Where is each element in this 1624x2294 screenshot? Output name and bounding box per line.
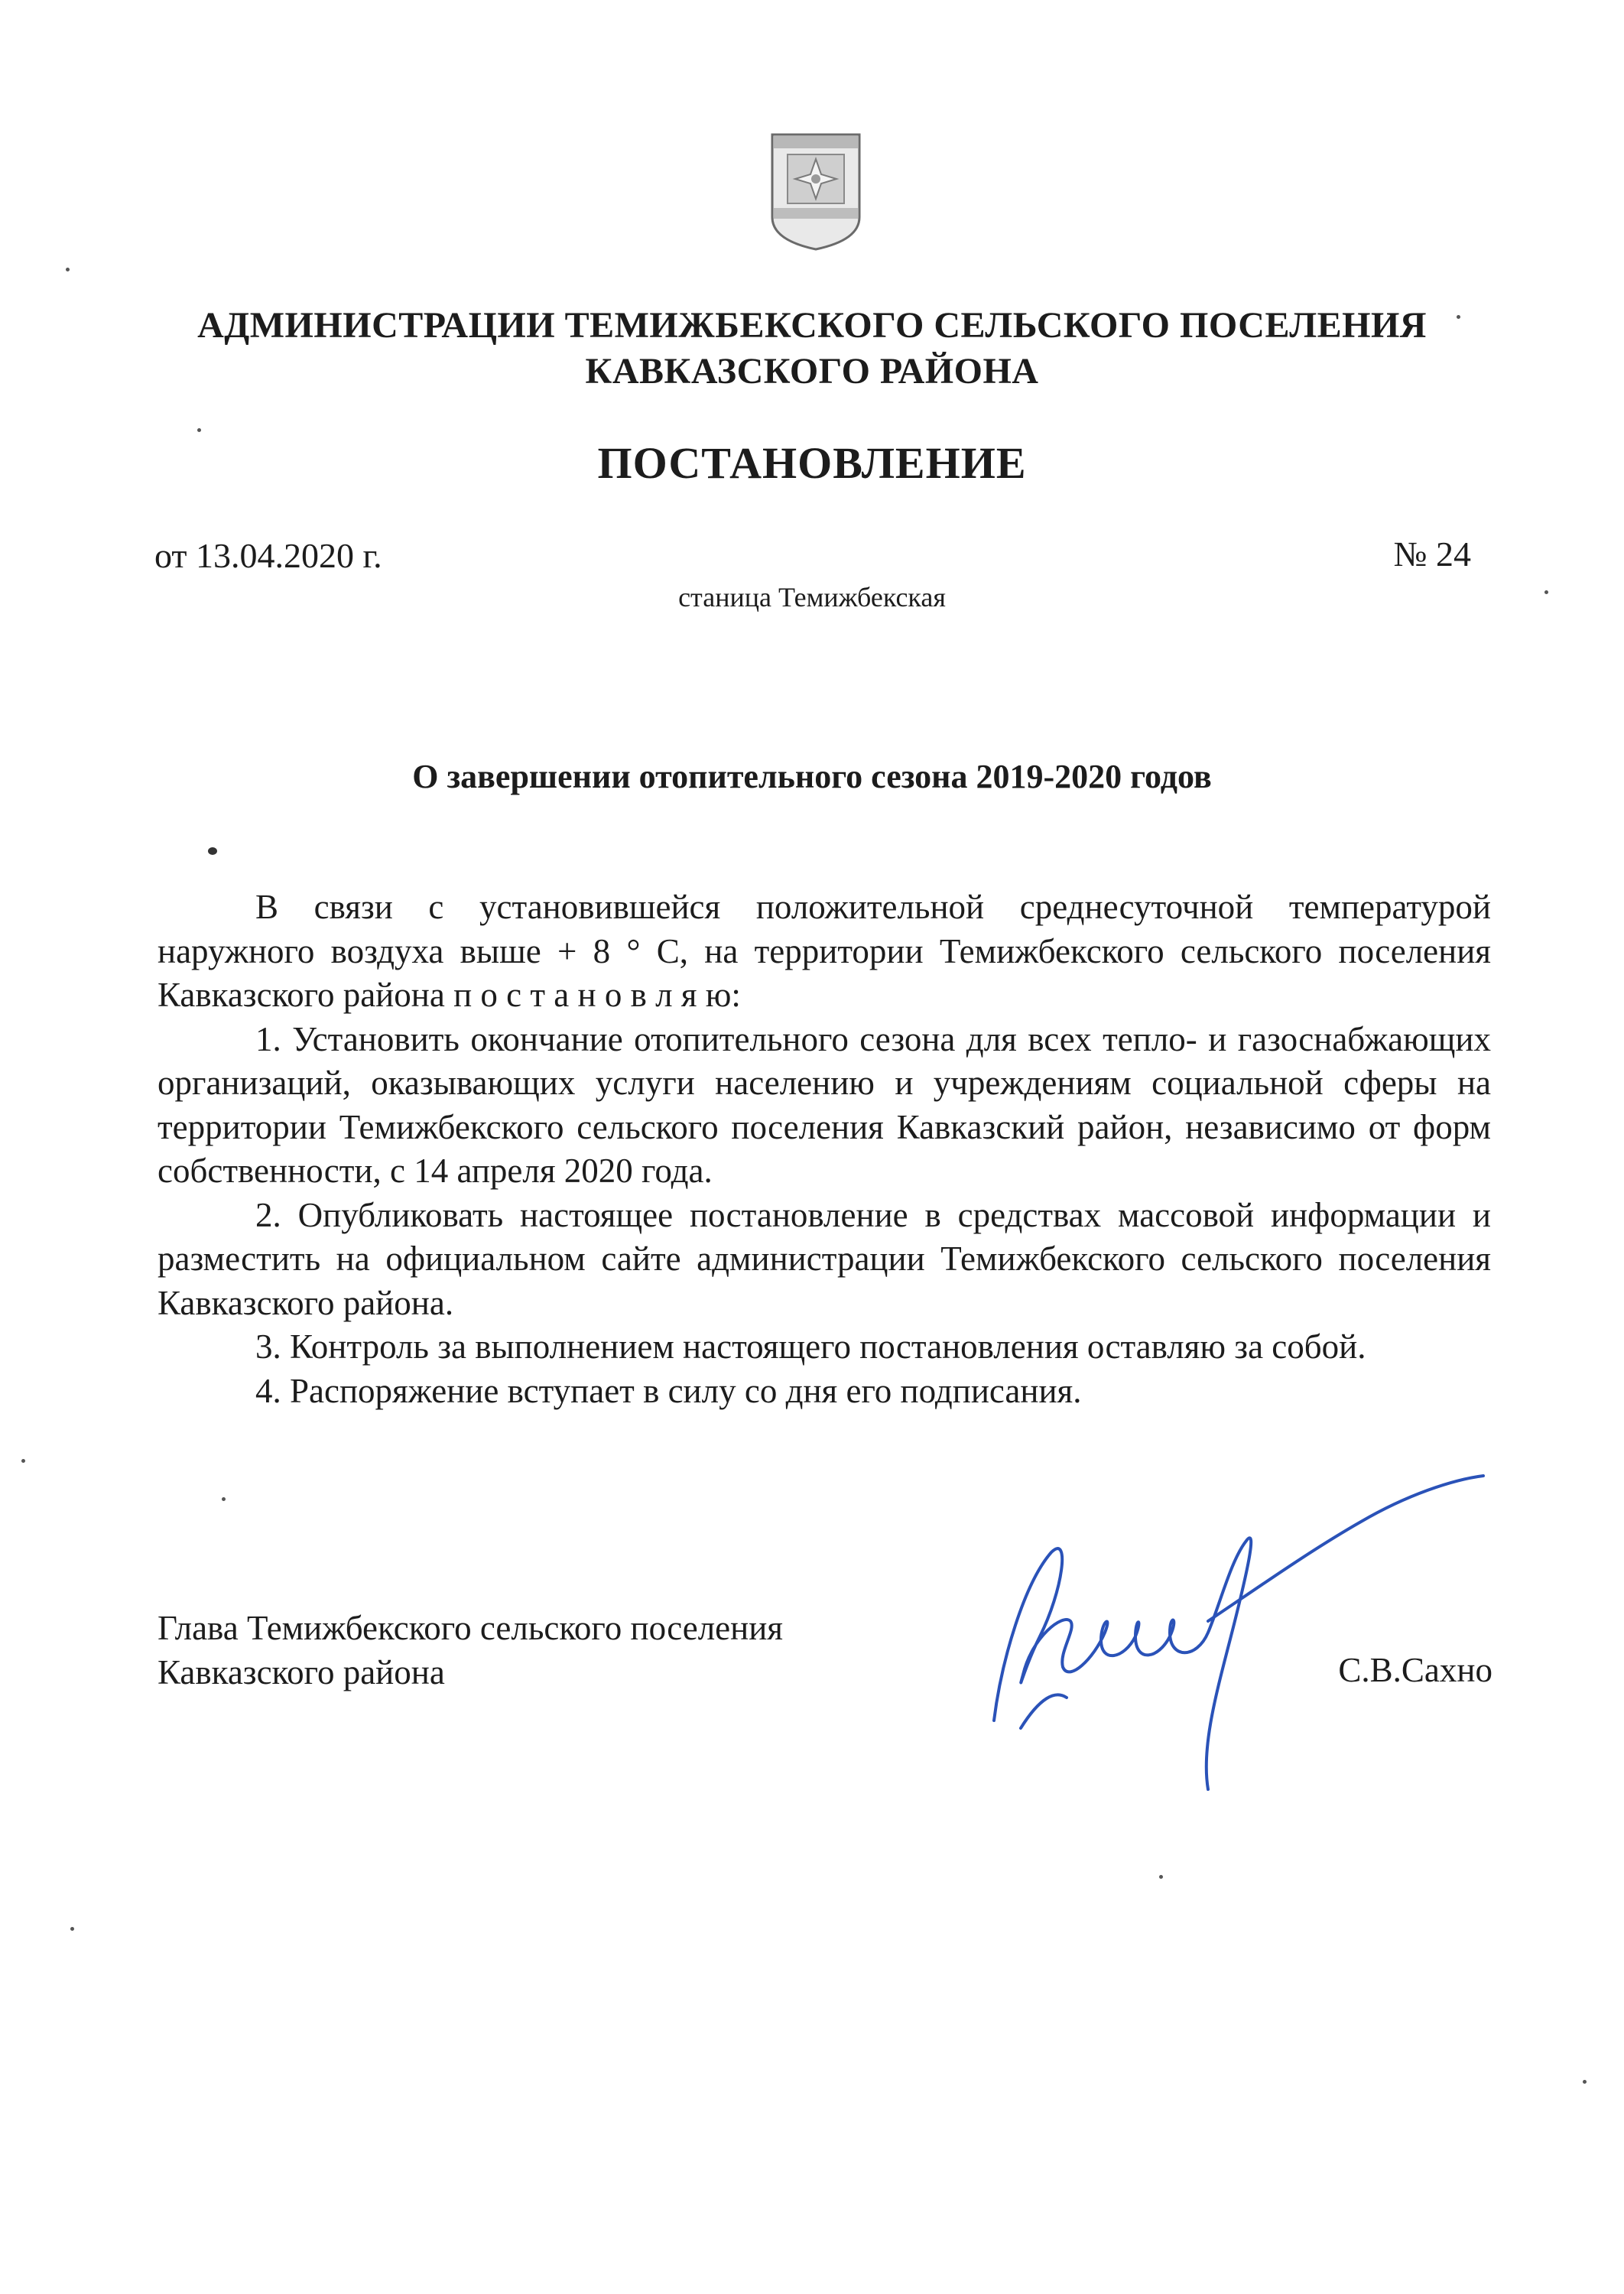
signatory-title-line1: Глава Темижбекского сельского поселения [158, 1609, 783, 1647]
organization-name-line1: АДМИНИСТРАЦИИ ТЕМИЖБЕКСКОГО СЕЛЬСКОГО ПОСЕЛЕНИЯ [197, 305, 1427, 346]
scan-speck [1583, 2080, 1587, 2084]
document-subject: О завершении отопительного сезона 2019-2020 годов [412, 758, 1212, 795]
scan-dot [208, 847, 217, 855]
paragraph-item-1: 1. Установить окончание отопительного сезона для всех тепло- и газоснабжающих организаций, оказывающих услуги населению и учреждениям социальной сферы на территории Темижбекского сельского поселения Кавказский район, независимо от форм собственности, с 14 апреля 2020 года. [158, 1019, 1491, 1190]
scan-speck [66, 268, 70, 271]
organization-name-line2: КАВКАЗСКОГО РАЙОНА [585, 351, 1039, 392]
paragraph-preamble: В связи с установившейся положительной среднесуточной температурой наружного воздуха выше + 8 ° С, на территории Темижбекского сельского поселения Кавказского района п о с т а н о в л я ю: [158, 888, 1491, 1014]
document-type: ПОСТАНОВЛЕНИЕ [597, 438, 1027, 488]
document-place: станица Темижбекская [678, 582, 946, 612]
scan-speck [1544, 590, 1548, 594]
scan-speck [1457, 315, 1460, 319]
paragraph-item-4: 4. Распоряжение вступает в силу со дня его подписания. [255, 1371, 1082, 1410]
paragraph-item-2: 2. Опубликовать настоящее постановление в средствах массовой информации и разместить на официальном сайте администрации Темижбекского сельского поселения Кавказского района. [158, 1195, 1491, 1322]
scan-speck [1159, 1875, 1163, 1879]
document-body [158, 885, 1491, 1413]
paragraph-item-3: 3. Контроль за выполнением настоящего постановления оставляю за собой. [255, 1327, 1366, 1366]
handwritten-signature [979, 1468, 1499, 1820]
document-date: от 13.04.2020 г. [154, 536, 382, 575]
document-number: № 24 [1393, 535, 1471, 574]
signatory-title [158, 1606, 783, 1695]
scan-speck [70, 1927, 74, 1931]
scan-speck [197, 428, 201, 432]
scan-speck [21, 1459, 25, 1463]
signatory-title-line2: Кавказского района [158, 1653, 445, 1691]
signatory-name: С.В.Сахно [1338, 1651, 1492, 1689]
scan-speck [222, 1497, 226, 1501]
coat-of-arms-emblem [766, 132, 866, 252]
